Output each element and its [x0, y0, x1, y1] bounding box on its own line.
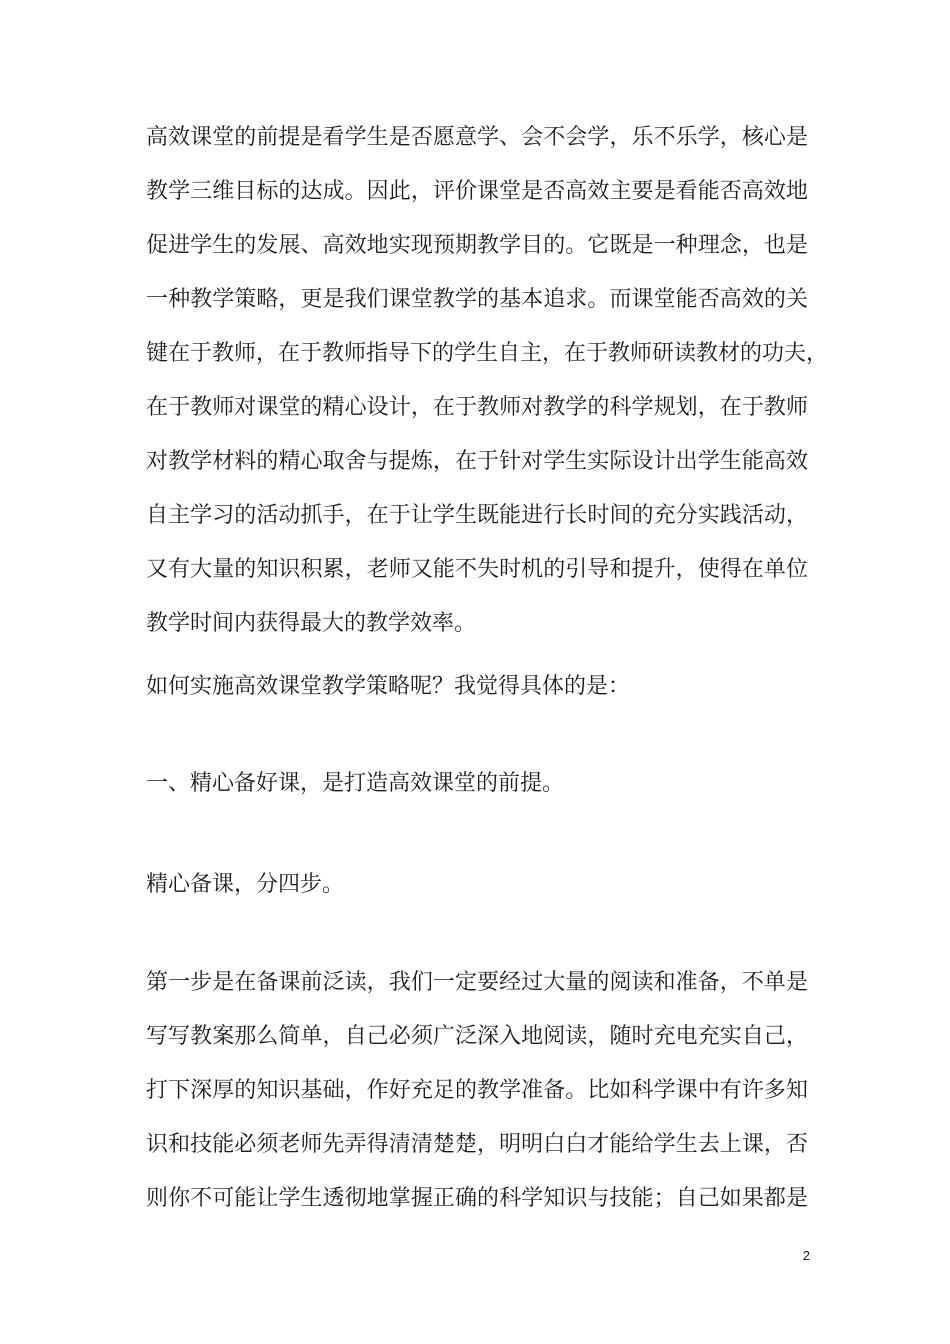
text-line: 第一步是在备课前泛读，我们一定要经过大量的阅读和准备，不单是 — [146, 970, 808, 995]
text-line: 如何实施高效课堂教学策略呢？我觉得具体的是： — [146, 674, 631, 699]
text-line: 键在于教师，在于教师指导下的学生自主，在于教师研读教材的功夫， — [146, 341, 829, 366]
text-line: 在于教师对课堂的精心设计，在于教师对教学的科学规划，在于教师 — [146, 395, 808, 420]
page-number: 2 — [802, 1248, 810, 1263]
text-line: 对教学材料的精心取舍与提炼，在于针对学生实际设计出学生能高效 — [146, 449, 808, 474]
text-line: 教学时间内获得最大的教学效率。 — [146, 611, 477, 636]
text-line: 一、精心备好课，是打造高效课堂的前提。 — [146, 771, 565, 796]
text-line: 自主学习的活动抓手，在于让学生既能进行长时间的充分实践活动， — [146, 503, 808, 528]
text-line: 打下深厚的知识基础，作好充足的教学准备。比如科学课中有许多知 — [146, 1078, 808, 1103]
paragraph-efficient-classroom-definition — [146, 111, 829, 651]
paragraph-how-to-implement — [146, 660, 808, 714]
paragraph-step-one — [146, 956, 808, 1226]
text-line: 则你不可能让学生透彻地掌握正确的科学知识与技能；自己如果都是 — [146, 1186, 808, 1211]
text-line: 教学三维目标的达成。因此，评价课堂是否高效主要是看能否高效地 — [146, 179, 808, 204]
text-line: 精心备课，分四步。 — [146, 872, 345, 897]
text-line: 促进学生的发展、高效地实现预期教学目的。它既是一种理念，也是 — [146, 233, 808, 258]
paragraph-four-steps — [146, 858, 808, 912]
text-line: 又有大量的知识积累，老师又能不失时机的引导和提升，使得在单位 — [146, 557, 808, 582]
text-line: 高效课堂的前提是看学生是否愿意学、会不会学，乐不乐学，核心是 — [146, 125, 808, 150]
text-line: 写写教案那么简单，自己必须广泛深入地阅读，随时充电充实自己， — [146, 1024, 808, 1049]
section-heading-lesson-preparation — [146, 757, 808, 811]
text-line: 识和技能必须老师先弄得清清楚楚，明明白白才能给学生去上课，否 — [146, 1132, 808, 1157]
text-line: 一种教学策略，更是我们课堂教学的基本追求。而课堂能否高效的关 — [146, 287, 808, 312]
